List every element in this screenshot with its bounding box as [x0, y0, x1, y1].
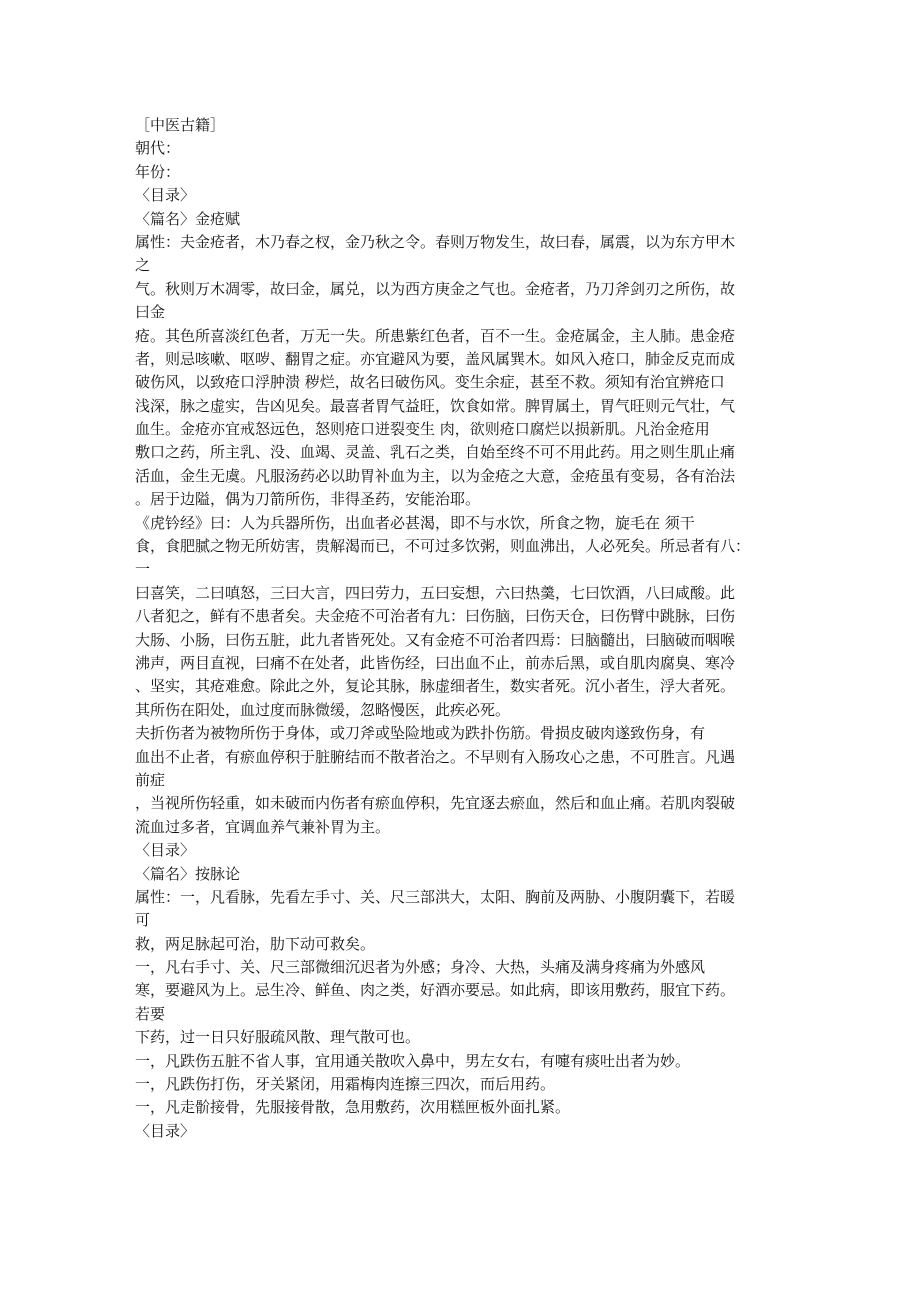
- text-line: 属性：一，凡看脉，先看左手寸、关、尺三部洪大，太阳、胸前及两胁、小腹阴囊下，若暖: [135, 887, 736, 906]
- text-line: ，当视所伤轻重，如未破而内伤者有瘀血停积，先宜逐去瘀血，然后和血止痛。若肌肉裂破: [135, 794, 736, 813]
- text-line: 若要: [135, 1004, 166, 1023]
- text-line: 寒，要避风为上。忌生冷、鲜鱼、肉之类，好酒亦要忌。如此病，即该用敷药，服宜下药。: [135, 981, 736, 1000]
- text-line: 《虎钤经》曰：人为兵器所伤，出血者必甚渴，即不与水饮，所食之物，旋毛在 须干: [135, 513, 695, 532]
- text-line: 其所伤在阳处，血过度而脉微缓，忽略慢医，此疾必死。: [135, 700, 511, 719]
- text-line: 曰喜笑，二曰嗔怒，三曰大言，四曰劳力，五曰妄想，六曰热羹，七曰饮酒，八曰咸酸。此: [135, 583, 736, 602]
- text-line: 一: [135, 560, 151, 579]
- year-field: 年份：: [135, 162, 181, 181]
- text-line: 救，两足脉起可治，肋下动可救矣。: [135, 934, 376, 953]
- toc-marker: 〈目录〉: [135, 841, 196, 860]
- text-line: 。居于边隘，偶为刀箭所伤，非得圣药，安能治耶。: [135, 490, 481, 509]
- text-line: 一，凡右手寸、关、尺三部微细沉迟者为外感；身冷、大热，头痛及满身疼痛为外感风: [135, 958, 706, 977]
- dynasty-field: 朝代：: [135, 139, 181, 158]
- text-line: 属性：夫金疮者，木乃春之杈，金乃秋之令。春则万物发生，故曰春，属震，以为东方甲木: [135, 232, 736, 251]
- text-line: 之: [135, 256, 151, 275]
- text-line: 血出不止者，有瘀血停积于脏腑结而不散者治之。不早则有入肠攻心之患，不可胜言。凡遇: [135, 747, 736, 766]
- text-line: 大肠、小肠，曰伤五脏，此九者皆死处。又有金疮不可治者四焉：曰脑髓出，曰脑破而咽喉: [135, 630, 736, 649]
- text-line: 一，凡跌伤五脏不省人事，宜用通关散吹入鼻中，男左女右，有嚏有痰吐出者为妙。: [135, 1051, 691, 1070]
- text-line: 活血，金生无虞。凡服汤药必以助胃补血为主，以为金疮之大意，金疮虽有变易，各有治法: [135, 466, 736, 485]
- toc-marker: 〈目录〉: [135, 1121, 196, 1140]
- text-line: 流血过多者，宜调血养气兼补胃为主。: [135, 817, 391, 836]
- text-line: 者，则忌咳嗽、呕哕、翻胃之症。亦宜避风为要，盖风属巽木。如风入疮口，肺金反克而成: [135, 349, 736, 368]
- text-line: 一，凡走骱接骨，先服接骨散，急用敷药，次用糕匣板外面扎紧。: [135, 1098, 571, 1117]
- text-line: 气。秋则万木凋零，故曰金，属兑，以为西方庚金之气也。金疮者，乃刀斧剑刃之所伤，故: [135, 279, 736, 298]
- chapter-title: 〈篇名〉按脉论: [135, 864, 241, 883]
- text-line: 沸声，两目直视，曰痛不在处者，此皆伤经，曰出血不止，前赤后黑，或自肌肉腐臭、寒冷: [135, 653, 736, 672]
- toc-marker: 〈目录〉: [135, 186, 196, 205]
- text-line: 破伤风，以致疮口浮肿溃 秽烂，故名曰破伤风。变生余症，甚至不救。须知有治宜辨疮口: [135, 373, 725, 392]
- text-line: 食，食肥腻之物无所妨害，贵解渴而已，不可过多饮粥，则血沸出，人必死矣。所忌者有八：: [135, 537, 751, 556]
- text-line: 前症: [135, 770, 166, 789]
- text-line: 浅深，脉之虚实，告凶见矣。最喜者胃气益旺，饮食如常。脾胃属土，胃气旺则元气壮，气: [135, 396, 736, 415]
- text-line: 血生。金疮亦宜戒怒远色，怒则疮口迸裂变生 肉，欲则疮口腐烂以损新肌。凡治金疮用: [135, 420, 710, 439]
- source-label: ［中医古籍］: [135, 116, 226, 134]
- text-line: 可: [135, 911, 151, 930]
- chapter-title: 〈篇名〉金疮赋: [135, 209, 241, 228]
- text-line: 、坚实，其疮难愈。除此之外，复论其脉，脉虚细者生，数实者死。沉小者生，浮大者死。: [135, 677, 736, 696]
- text-line: 疮。其色所喜淡红色者，万无一失。所患紫红色者，百不一生。金疮属金，主人肺。患金疮: [135, 326, 736, 345]
- document-page: [135, 114, 795, 1143]
- text-line: 下药，过一日只好服疏风散、理气散可也。: [135, 1028, 421, 1047]
- text-line: 敷口之药，所主乳、没、血竭、灵盖、乳石之类，自始至终不可不用此药。用之则生肌止痛: [135, 443, 736, 462]
- text-line: 八者犯之，鲜有不患者矣。夫金疮不可治者有九：曰伤脑，曰伤天仓，曰伤臂中跳脉，曰伤: [135, 607, 736, 626]
- text-line: 夫折伤者为被物所伤于身体，或刀斧或坠险地或为跌扑伤筋。骨损皮破肉遂致伤身，有: [135, 724, 706, 743]
- text-line: 一，凡跌伤打伤，牙关紧闭，用霜梅肉连擦三四次，而后用药。: [135, 1075, 556, 1094]
- text-line: 曰金: [135, 303, 166, 322]
